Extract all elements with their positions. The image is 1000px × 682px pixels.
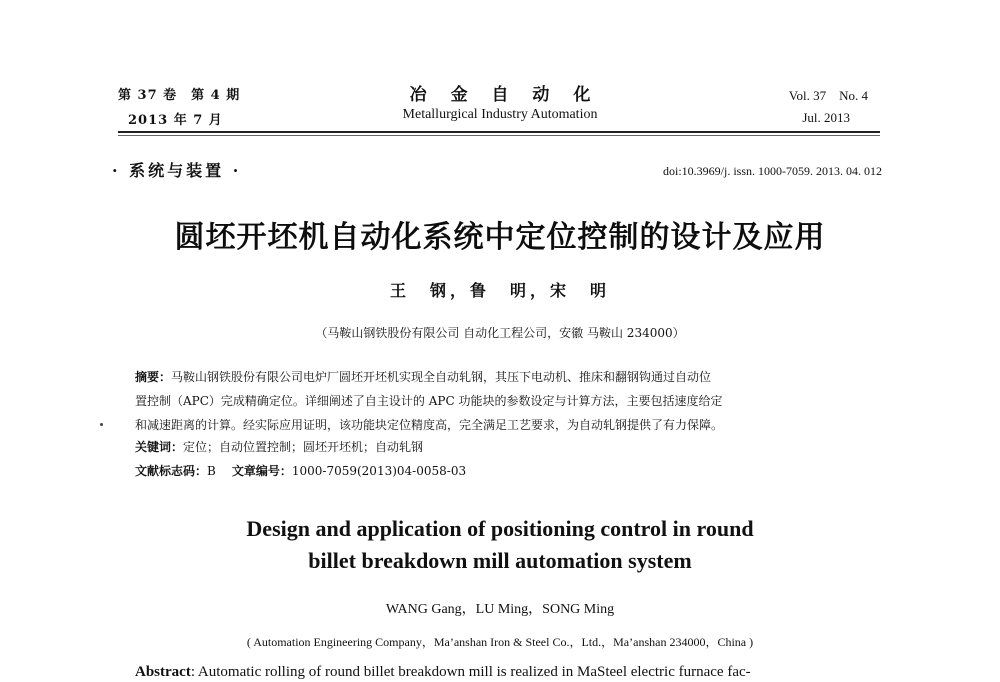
affiliation-cn: （马鞍山钢铁股份有限公司 自动化工程公司，安徽 马鞍山 234000） — [315, 326, 685, 340]
abstract-cn-line-3: 和减速距离的计算。经实际应用证明，该功能块定位精度高，完全满足工艺要求，为自动轧钢提供了有力保障。 — [135, 418, 724, 432]
article-no-label: 文章编号： — [231, 464, 292, 478]
keywords-cn — [135, 438, 423, 455]
abstract-cn-line-2: 置控制（APC）完成精确定位。详细阐述了自主设计的 APC 功能块的参数设定与计算方法，主要包括速度给定 — [135, 394, 723, 408]
header-rule-thin — [118, 135, 880, 136]
keywords-cn-text: 定位；自动位置控制；圆坯开坯机；自动轧钢 — [183, 440, 424, 454]
classification-line — [135, 462, 466, 479]
doi: doi:10.3969/j. issn. 1000-7059. 2013. 04. 012 — [662, 164, 882, 178]
abstract-cn-label: 摘要： — [135, 370, 172, 384]
margin-dot — [100, 423, 103, 426]
keywords-cn-label: 关键词： — [135, 440, 184, 454]
journal-name-cn: 冶 金 自 动 化 — [409, 85, 600, 105]
paper-title-en-line-2: billet breakdown mill automation system — [308, 548, 692, 573]
header-rule-thick — [118, 131, 880, 133]
volume-issue-cn: 第 37 卷 第 4 期 — [118, 88, 241, 103]
abstract-en-label: Abstract — [135, 664, 191, 680]
volume-issue-en: Vol. 37 No. 4 — [788, 88, 868, 103]
affiliation-en: ( Automation Engineering Company，Ma’anshan Iron & Steel Co.，Ltd.，Ma’anshan 234000，China ) — [246, 635, 754, 649]
doc-code-label: 文献标志码： — [135, 464, 208, 478]
date-en: Jul. 2013 — [802, 110, 850, 125]
doc-code: B — [207, 464, 216, 478]
abstract-cn-line-1 — [135, 368, 711, 385]
date-cn: 2013 年 7 月 — [128, 113, 223, 128]
abstract-en-text: : Automatic rolling of round billet breakdown mill is realized in MaSteel electric furnace fac- — [190, 664, 751, 680]
column-label: · 系统与装置 · — [112, 161, 242, 180]
paper-title-cn: 圆坯开坯机自动化系统中定位控制的设计及应用 — [174, 220, 826, 255]
paper-title-en-line-1: Design and application of positioning control in round — [246, 516, 754, 541]
abstract-cn-text-1: 马鞍山钢铁股份有限公司电炉厂圆坯开坯机实现全自动轧钢，其压下电动机、推床和翻钢钩通过自动位 — [171, 370, 712, 384]
journal-name-en: Metallurgical Industry Automation — [402, 107, 598, 122]
abstract-en — [135, 664, 751, 681]
article-no: 1000-7059(2013)04-0058-03 — [291, 464, 467, 478]
authors-cn: 王 钢，鲁 明，宋 明 — [389, 281, 610, 300]
authors-en: WANG Gang，LU Ming，SONG Ming — [385, 602, 615, 617]
